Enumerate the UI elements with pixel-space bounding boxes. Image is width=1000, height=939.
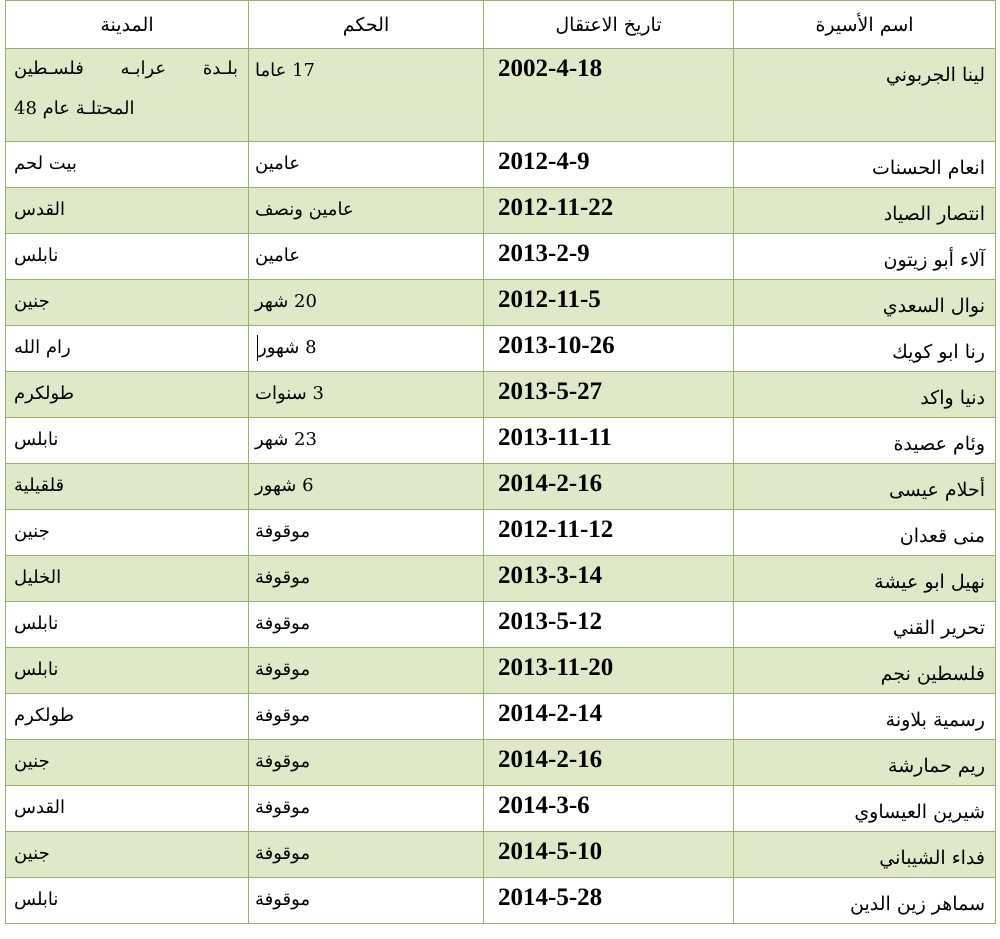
- arrest-date-cell[interactable]: [484, 740, 734, 786]
- arrest-date-cell[interactable]: [484, 556, 734, 602]
- arrest-date-text: 2013-10-26: [498, 332, 615, 359]
- table-row: [6, 556, 996, 602]
- city-cell[interactable]: [6, 556, 249, 602]
- sentence-cell[interactable]: [249, 372, 484, 418]
- sentence-cell[interactable]: [249, 832, 484, 878]
- prisoner-name-text: لينا الجربوني: [885, 64, 985, 86]
- city-cell[interactable]: [6, 326, 249, 372]
- sentence-cell[interactable]: [249, 556, 484, 602]
- sentence-cell[interactable]: [249, 510, 484, 556]
- city-cell[interactable]: [6, 878, 249, 924]
- city-cell[interactable]: [6, 786, 249, 832]
- arrest-date-text: 2014-2-16: [498, 746, 603, 773]
- sentence-cell[interactable]: [249, 694, 484, 740]
- arrest-date-text: 2013-11-11: [498, 424, 612, 451]
- city-cell[interactable]: [6, 832, 249, 878]
- sentence-cell[interactable]: [249, 648, 484, 694]
- prisoner-name-cell[interactable]: [734, 648, 996, 694]
- table-row: [6, 648, 996, 694]
- sentence-cell[interactable]: [249, 602, 484, 648]
- prisoner-name-text: سماهر زين الدين: [850, 893, 985, 915]
- sentence-text: 3 سنوات: [255, 383, 324, 404]
- city-text: نابلس: [14, 659, 59, 680]
- city-text: رام الله: [14, 337, 71, 358]
- arrest-date-cell[interactable]: [484, 602, 734, 648]
- prisoner-name-text: تحرير القني: [892, 617, 985, 639]
- city-text: جنين: [14, 843, 50, 864]
- city-text: نابلس: [14, 613, 59, 634]
- prisoner-name-cell[interactable]: [734, 418, 996, 464]
- city-cell[interactable]: [6, 602, 249, 648]
- text-cursor: [257, 335, 258, 361]
- prisoner-name-text: أحلام عيسى: [888, 479, 985, 501]
- city-cell[interactable]: [6, 510, 249, 556]
- table-row: [6, 786, 996, 832]
- city-cell[interactable]: [6, 142, 249, 188]
- sentence-text: موقوفة: [255, 843, 311, 864]
- arrest-date-cell[interactable]: [484, 188, 734, 234]
- city-text: القدس: [14, 199, 66, 220]
- sentence-cell[interactable]: [249, 280, 484, 326]
- city-text: طولكرم: [14, 383, 75, 404]
- sentence-text: 8 شهور: [249, 326, 483, 366]
- prisoner-name-text: رسمية بلاونة: [885, 709, 985, 731]
- header-name: اسم الأسيرة: [734, 1, 996, 49]
- city-text: القدس: [14, 797, 66, 818]
- sentence-cell[interactable]: [249, 49, 484, 142]
- sentence-cell[interactable]: [249, 878, 484, 924]
- table-row: [6, 280, 996, 326]
- table-row: [6, 602, 996, 648]
- sentence-text: موقوفة: [255, 613, 311, 634]
- arrest-date-text: 2012-11-5: [498, 286, 601, 313]
- prisoner-name-cell[interactable]: [734, 142, 996, 188]
- sentence-cell[interactable]: [249, 418, 484, 464]
- prisoners-table-container: [5, 0, 995, 924]
- table-row: [6, 49, 996, 142]
- table-row: [6, 326, 996, 372]
- prisoner-name-cell[interactable]: [734, 372, 996, 418]
- sentence-text: 17 عاما: [255, 60, 315, 81]
- city-cell[interactable]: [6, 740, 249, 786]
- sentence-text: موقوفة: [255, 797, 311, 818]
- prisoner-name-cell[interactable]: [734, 694, 996, 740]
- sentence-cell[interactable]: [249, 464, 484, 510]
- prisoner-name-text: نوال السعدي: [882, 295, 985, 317]
- header-city: المدينة: [6, 1, 249, 49]
- arrest-date-text: 2012-11-12: [498, 516, 614, 543]
- table-row: [6, 372, 996, 418]
- table-body: [6, 49, 996, 924]
- arrest-date-text: 2014-3-6: [498, 792, 590, 819]
- city-text: جنين: [14, 291, 50, 312]
- sentence-text: عامين: [255, 153, 300, 174]
- prisoner-name-text: شيرين العيساوي: [854, 801, 985, 823]
- city-cell[interactable]: [6, 280, 249, 326]
- arrest-date-cell[interactable]: [484, 510, 734, 556]
- prisoner-name-text: آلاء أبو زيتون: [883, 249, 985, 271]
- city-cell[interactable]: [6, 49, 249, 142]
- arrest-date-cell[interactable]: [484, 49, 734, 142]
- prisoner-name-text: فداء الشيباني: [879, 847, 985, 869]
- arrest-date-cell[interactable]: [484, 234, 734, 280]
- sentence-text: موقوفة: [255, 751, 311, 772]
- prisoner-name-cell[interactable]: [734, 510, 996, 556]
- header-arrest-date: تاريخ الاعتقال: [484, 1, 734, 49]
- arrest-date-cell[interactable]: [484, 694, 734, 740]
- sentence-text: عامين ونصف: [255, 199, 354, 220]
- arrest-date-cell[interactable]: [484, 326, 734, 372]
- city-text: نابلس: [14, 429, 59, 450]
- sentence-cell[interactable]: [249, 786, 484, 832]
- prisoner-name-text: منى قعدان: [899, 525, 985, 547]
- table-row: [6, 464, 996, 510]
- table-row: [6, 188, 996, 234]
- header-sentence: الحكم: [249, 1, 484, 49]
- sentence-cell[interactable]: [249, 188, 484, 234]
- table-header-row: [6, 1, 996, 49]
- arrest-date-text: 2014-2-14: [498, 700, 603, 727]
- prisoner-name-cell[interactable]: [734, 878, 996, 924]
- arrest-date-text: 2013-2-9: [498, 240, 590, 267]
- sentence-cell[interactable]: [249, 234, 484, 280]
- arrest-date-text: 2014-2-16: [498, 470, 603, 497]
- sentence-text: 23 شهر: [255, 429, 317, 450]
- table-row: [6, 832, 996, 878]
- prisoner-name-cell[interactable]: [734, 234, 996, 280]
- prisoner-name-text: فلسطين نجم: [880, 663, 985, 685]
- prisoner-name-text: وئام عصيدة: [893, 433, 985, 455]
- city-text: جنين: [14, 521, 50, 542]
- arrest-date-text: 2014-5-10: [498, 838, 603, 865]
- table-row: [6, 510, 996, 556]
- city-text: بيت لحم: [14, 153, 77, 174]
- table-row: [6, 234, 996, 280]
- city-cell[interactable]: [6, 694, 249, 740]
- arrest-date-text: 2014-5-28: [498, 884, 603, 911]
- prisoners-table: [5, 0, 996, 924]
- arrest-date-cell[interactable]: [484, 832, 734, 878]
- arrest-date-cell[interactable]: [484, 280, 734, 326]
- prisoner-name-cell[interactable]: [734, 188, 996, 234]
- city-cell[interactable]: [6, 418, 249, 464]
- arrest-date-text: 2013-5-27: [498, 378, 603, 405]
- sentence-text: موقوفة: [255, 567, 311, 588]
- sentence-text: موقوفة: [255, 659, 311, 680]
- prisoner-name-cell[interactable]: [734, 49, 996, 142]
- arrest-date-cell[interactable]: [484, 878, 734, 924]
- sentence-text: 6 شهور: [255, 475, 314, 496]
- table-row: [6, 694, 996, 740]
- sentence-text: موقوفة: [255, 705, 311, 726]
- sentence-text: موقوفة: [255, 521, 311, 542]
- table-row: [6, 418, 996, 464]
- sentence-cell[interactable]: [249, 740, 484, 786]
- prisoner-name-text: رنا ابو كويك: [892, 341, 985, 363]
- prisoner-name-cell[interactable]: [734, 556, 996, 602]
- prisoner-name-cell[interactable]: [734, 280, 996, 326]
- prisoner-name-text: ريم حمارشة: [888, 755, 985, 777]
- prisoner-name-text: نهيل ابو عيشة: [874, 571, 985, 593]
- arrest-date-text: 2013-3-14: [498, 562, 603, 589]
- city-cell[interactable]: [6, 464, 249, 510]
- prisoner-name-text: دنيا واكد: [920, 387, 985, 409]
- arrest-date-cell[interactable]: [484, 648, 734, 694]
- arrest-date-text: 2012-11-22: [498, 194, 614, 221]
- arrest-date-cell[interactable]: [484, 786, 734, 832]
- prisoner-name-cell[interactable]: [734, 740, 996, 786]
- city-text: قلقيلية: [14, 475, 65, 496]
- city-cell[interactable]: [6, 188, 249, 234]
- arrest-date-text: 2012-4-9: [498, 148, 590, 175]
- prisoner-name-cell[interactable]: [734, 326, 996, 372]
- prisoner-name-cell[interactable]: [734, 832, 996, 878]
- city-cell[interactable]: [6, 234, 249, 280]
- city-text: الخليل: [14, 567, 62, 588]
- prisoner-name-cell[interactable]: [734, 464, 996, 510]
- prisoner-name-text: انعام الحسنات: [871, 157, 985, 179]
- city-text: بلـدة عرابـه فلسـطين المحتلـة عام 48: [14, 58, 238, 119]
- prisoner-name-text: انتصار الصياد: [883, 203, 985, 225]
- table-row: [6, 740, 996, 786]
- city-cell[interactable]: [6, 648, 249, 694]
- arrest-date-cell[interactable]: [484, 372, 734, 418]
- arrest-date-text: 2013-5-12: [498, 608, 603, 635]
- city-text: طولكرم: [14, 705, 75, 726]
- prisoner-name-cell[interactable]: [734, 786, 996, 832]
- table-row: [6, 878, 996, 924]
- sentence-text: 20 شهر: [255, 291, 317, 312]
- city-text: جنين: [14, 751, 50, 772]
- arrest-date-cell[interactable]: [484, 142, 734, 188]
- city-text: نابلس: [14, 889, 59, 910]
- arrest-date-text: 2013-11-20: [498, 654, 614, 681]
- sentence-cell[interactable]: [249, 142, 484, 188]
- sentence-text: موقوفة: [255, 889, 311, 910]
- sentence-text: عامين: [255, 245, 300, 266]
- arrest-date-cell[interactable]: [484, 418, 734, 464]
- city-cell[interactable]: [6, 372, 249, 418]
- table-row: [6, 142, 996, 188]
- arrest-date-text: 2002-4-18: [498, 55, 603, 82]
- city-text: نابلس: [14, 245, 59, 266]
- sentence-cell[interactable]: [249, 326, 484, 372]
- arrest-date-cell[interactable]: [484, 464, 734, 510]
- prisoner-name-cell[interactable]: [734, 602, 996, 648]
